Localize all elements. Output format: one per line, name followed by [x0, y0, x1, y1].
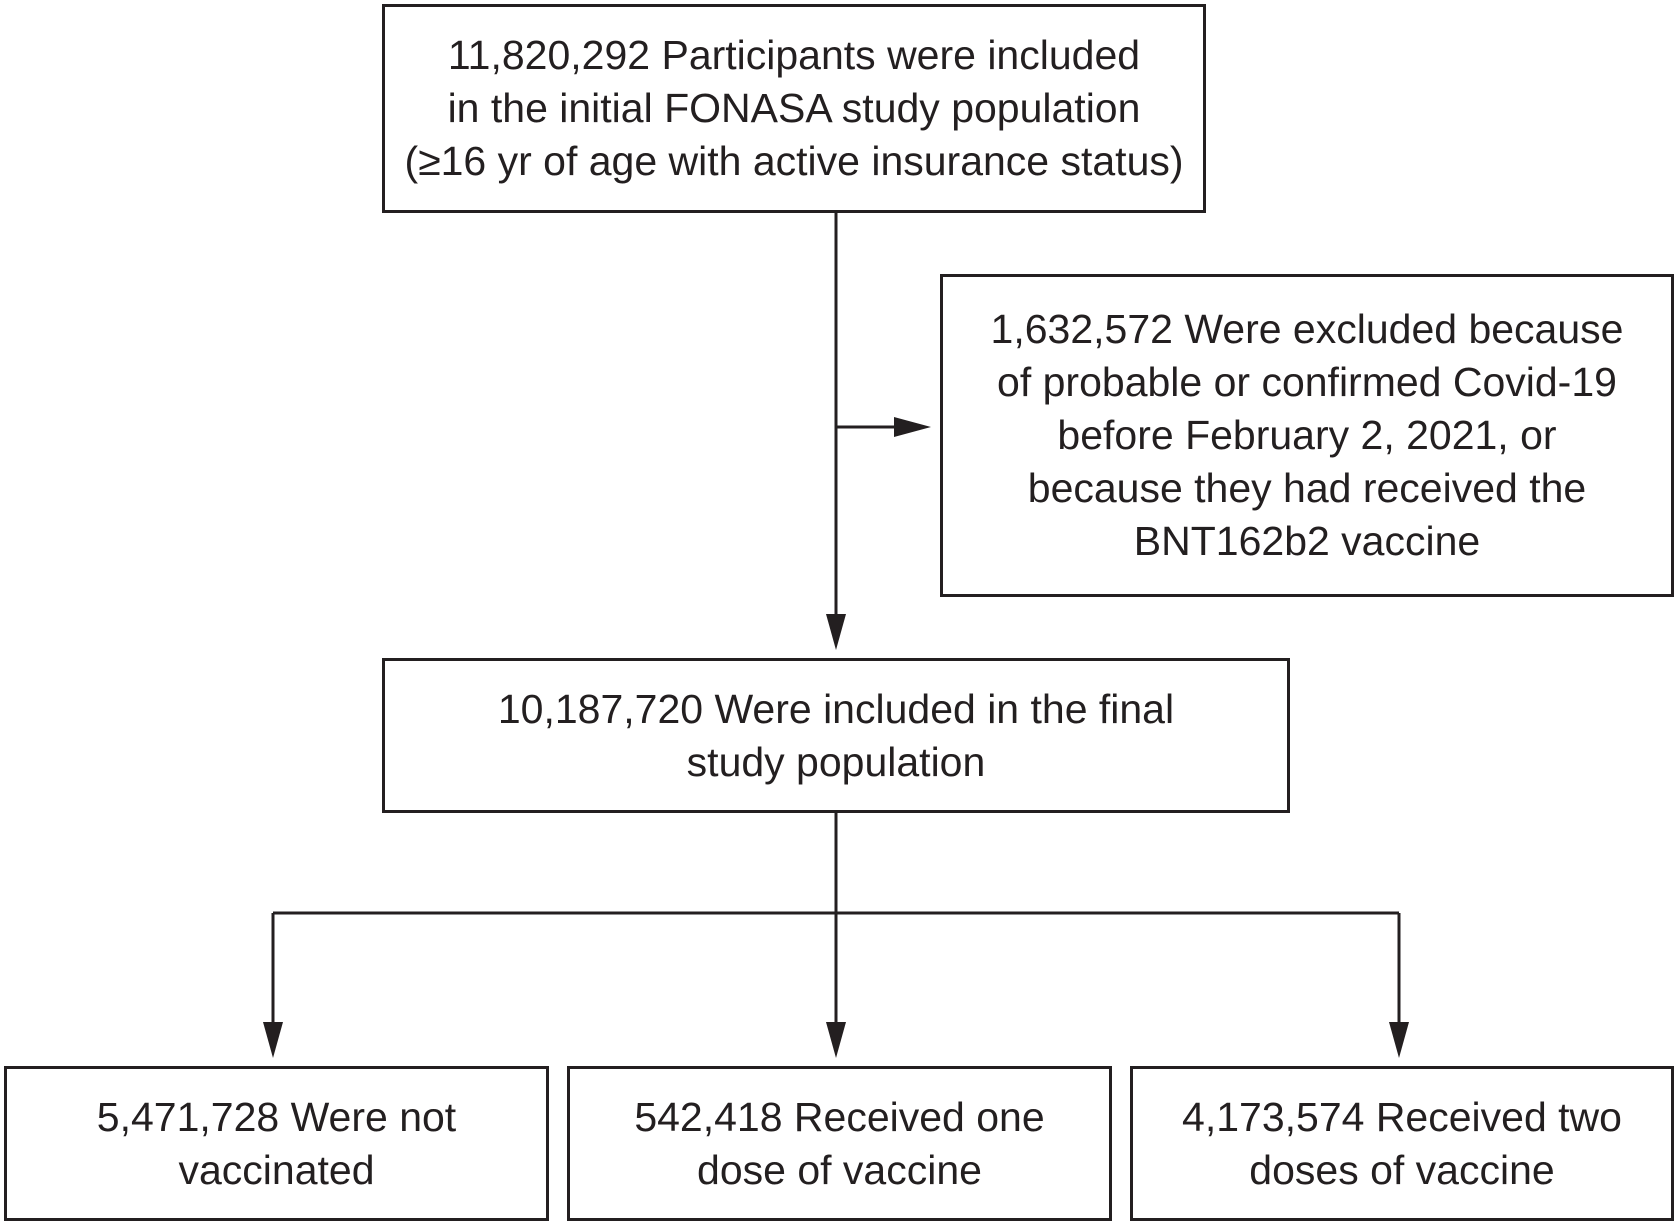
excluded-line-5: BNT162b2 vaccine: [1133, 518, 1481, 564]
arrowhead-to-two-doses: [1389, 1022, 1409, 1058]
two-doses-line-2: doses of vaccine: [1249, 1146, 1555, 1193]
arrowhead-to-one-dose: [826, 1022, 846, 1058]
initial-population-line-3: (≥16 yr of age with active insurance status): [404, 138, 1184, 184]
final-population-line-2: study population: [686, 738, 986, 785]
arrowhead-to-unvaccinated: [263, 1022, 283, 1058]
two-doses-line-1: 4,173,574 Received two: [1182, 1093, 1622, 1140]
excluded-line-4: because they had received the: [1027, 465, 1587, 511]
arrowhead-to-final: [826, 614, 846, 650]
excluded-line-3: before February 2, 2021, or: [1057, 412, 1557, 458]
excluded-line-2: of probable or confirmed Covid-19: [997, 359, 1617, 405]
not-vaccinated-box: [4, 1066, 549, 1221]
one-dose-line-1: 542,418 Received one: [634, 1093, 1045, 1140]
excluded-box: [940, 274, 1674, 597]
excluded-line-1: 1,632,572 Were excluded because: [990, 306, 1624, 352]
two-doses-box: [1130, 1066, 1674, 1221]
initial-population-box: [382, 4, 1206, 213]
one-dose-line-2: dose of vaccine: [697, 1146, 982, 1193]
not-vaccinated-line-1: 5,471,728 Were not: [96, 1093, 457, 1140]
final-population-line-1: 10,187,720 Were included in the final: [497, 685, 1175, 732]
initial-population-line-1: 11,820,292 Participants were included: [447, 32, 1141, 78]
initial-population-line-2: in the initial FONASA study population: [447, 85, 1141, 131]
one-dose-box: [567, 1066, 1112, 1221]
arrowhead-to-excluded: [894, 417, 931, 437]
final-population-box: [382, 658, 1290, 813]
not-vaccinated-line-2: vaccinated: [178, 1146, 375, 1193]
